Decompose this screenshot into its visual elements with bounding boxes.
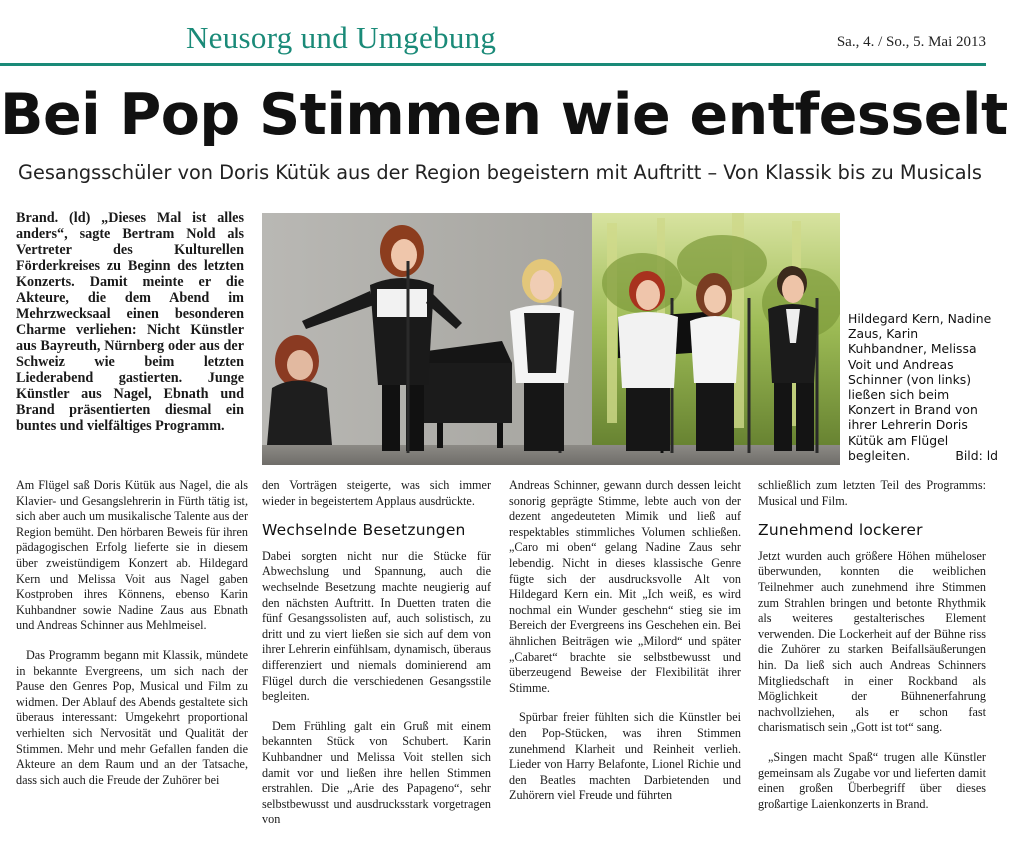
issue-date: Sa., 4. / So., 5. Mai 2013 — [836, 34, 986, 50]
body-paragraph: Dem Frühling galt ein Gruß mit einem bekannten Stück von Schubert. Karin Kuhbandner und Melissa Voit stellen sich damit vor und ließen ihre hellen Stimmen erstrahlen. Die „Arie des Papageno“, sehr selbstbewusst und ausdrucksstark vorgetragen von — [262, 718, 491, 827]
lead-paragraph: Brand. (ld) „Dieses Mal ist alles anders“, sagte Bertram Nold als Vertreter des Kulturellen Förderkreises zu Beginn des letzten Konzerts. Damit meinte er die Akteure, die dem Abend im Mehrzwecksaal einen besonderen Charme verliehen: Nicht Künstler aus Bayreuth, Nürnberg oder aus der Schweiz wie beim letzten Liederabend gastierten. Junge Künstler aus Nagel, Ebnath und Brand präsentierten diesmal ein buntes und vielfältiges Programm. — [16, 210, 244, 434]
body-paragraph: den Vorträgen steigerte, was sich immer wieder in begeistertem Applaus ausdrückte. — [262, 478, 491, 508]
body-paragraph: Das Programm begann mit Klassik, mündete in bekannte Evergreens, um sich nach der Pause den Genres Pop, Musical und Film zu widmen. Der Ablauf des Abends gestaltete sich überaus interessant: Umgekehrt proportional verhielten sich Nervosität und Qualität der Stimmen. Mehr und mehr Gefallen fanden die Akteure an dem Raum und an der Tatsache, dass sich auch die Freude der Zuhörer bei — [16, 647, 248, 787]
body-paragraph: Dabei sorgten nicht nur die Stücke für Abwechslung und Spannung, auch die wechselnde Besetzung machte neugierig auf den nächsten Auftritt. In Duetten traten die fünf Gesangssolisten auf, auch solistisch, zu dritt und zu viert ließen sie sich auf dem von ihrer Lehrerin einfühlsam, dynamisch, überaus differenziert und niemals dominierend am Flügel durch die verschiedenen Gesangsstile begleiten. — [262, 548, 491, 704]
text-column-2 — [262, 478, 491, 842]
section-title: Neusorg und Umgebung — [186, 20, 497, 55]
text-column-1 — [16, 478, 248, 802]
body-paragraph: schließlich zum letzten Teil des Programms: Musical und Film. — [758, 478, 986, 508]
body-paragraph: Am Flügel saß Doris Kütük aus Nagel, die als Klavier- und Gesangslehrerin in Fürth tätig ist, sich aber auch um musikalische Talente aus der Region bemüht. Den hörbaren Beweis für ihren pädagogischen Erfolg lieferte sie in diesem über zweistündigem Konzert ab. Hildegard Kern und Melissa Voit aus Nagel gaben Kostproben ihres Könnens, ebenso Karin Kuhbandner sowie Nadine Zaus aus Ebnath und Andreas Schinner aus Mehlmeisel. — [16, 478, 248, 633]
text-column-3 — [509, 478, 741, 818]
article-photo — [262, 213, 840, 465]
subheading: Zunehmend lockerer — [758, 521, 923, 540]
body-paragraph: Jetzt wurden auch größere Höhen müheloser überwunden, konnten die weiblichen Teilnehmer auch zunehmend ihre Stimmen zum Strahlen bringen und betonte Rhythmik als weiteres gestalterisches Element verwenden. Die Lockerheit auf der Bühne riss die Zuhörer zu starken Beifallsäußerungen hin. Da ließ sich auch Andreas Schinners Mitgliedschaft in einer Rockband als Möglichkeit der Bühnenerfahrung nachvollziehen, als er schon fast charismatisch sein „Gott ist tot“ sang. — [758, 548, 986, 735]
text-column-4 — [758, 478, 986, 826]
headline: Bei Pop Stimmen wie entfesselt — [0, 82, 1008, 148]
body-paragraph: Andreas Schinner, gewann durch dessen leicht sonorig geprägte Stimme, lebte auch von der dezent angedeuteten Mimik und ließ auf respektables stimmliches Volumen schließen. „Caro mi oben“ gelang Nadine Zaus sehr lebendig. Nicht in dieses klassische Genre fügte sich der ausdrucksvolle Alt von Hildegard Kern ein. Mit „Ich weiß, es wird nochmal ein Wunder geschehn“ stieg sie im Bereich der Evergreens ins Geschehen ein. Bei ähnlichen Beiträgen wie „Milord“ und später „Cabaret“ brachte sie selbstbewusst und überzeugend Beweise der Flexibilität ihrer Stimme. — [509, 478, 741, 695]
body-paragraph: „Singen macht Spaß“ trugen alle Künstler gemeinsam als Zugabe vor und lieferten damit einen großen Überbegriff über dieses großartige Laienkonzerts in Brand. — [758, 749, 986, 811]
photo-caption — [848, 311, 998, 463]
concert-photo-illustration — [262, 213, 840, 465]
body-paragraph: Spürbar freier fühlten sich die Künstler bei den Pop-Stücken, was ihren Stimmen zunehmend Klarheit und Reinheit verlieh. Lieder von Harry Belafonte, Lionel Richie und den Beatles machten Darbietenden und Zuhörern viel Freude und führten — [509, 710, 741, 803]
subheadline: Gesangsschüler von Doris Kütük aus der Region begeistern mit Auftritt – Von Klassik bis zu Musicals — [18, 161, 982, 184]
photo-caption-text: Hildegard Kern, Nadine Zaus, Karin Kuhbandner, Melissa Voit und Andreas Schinner (von links) ließen sich beim Konzert in Brand von ihrer Lehrerin Doris Kütük am Flügel begleiten. — [848, 311, 992, 463]
header-rule — [0, 63, 986, 66]
subheading: Wechselnde Besetzungen — [262, 521, 466, 540]
photo-credit: Bild: ld — [955, 447, 998, 463]
